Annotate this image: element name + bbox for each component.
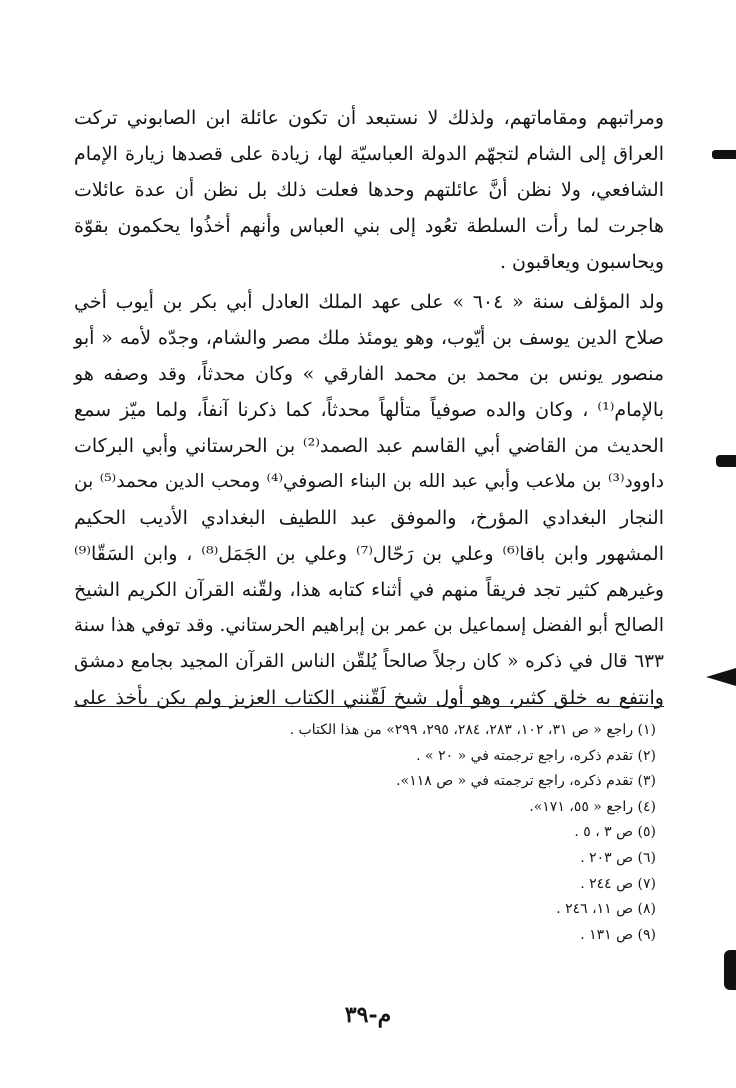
text-line: العراق إلى الشام لتجهّم الدولة العباسيّة لها، زيادة على قصدها زيارة الإمام bbox=[74, 143, 664, 165]
text-line: منصور يونس بن محمد بن محمد الفارقي » وكان محدثاً، وقد وصفه هو bbox=[74, 363, 664, 385]
scan-edge-mark bbox=[724, 950, 736, 990]
scan-edge-mark bbox=[716, 455, 736, 467]
footnote: (٨) ص ١١، ٢٤٦ . bbox=[556, 901, 656, 918]
scan-edge-mark bbox=[706, 668, 736, 686]
footnote: (٢) تقدم ذكره، راجع ترجمته في « ٢٠ » . bbox=[416, 747, 656, 764]
text-line: وانتفع به خلق كثير، وهو أول شيخ لَقّنني الكتاب العزيز ولم يكن يأخذ على bbox=[74, 687, 664, 709]
footnotes bbox=[74, 718, 656, 948]
text-line: الحديث من القاضي أبي القاسم عبد الصمد⁽²⁾ بن الحرستاني وأبي البركات bbox=[74, 435, 664, 457]
footnote: (٥) ص ٣ ، ٥ . bbox=[574, 824, 656, 841]
text-line: ومراتبهم ومقاماتهم، ولذلك لا نستبعد أن تكون عائلة ابن الصابوني تركت bbox=[74, 107, 664, 129]
text-line: داوود⁽³⁾ بن ملاعب وأبي عبد الله بن البناء الصوفي⁽⁴⁾ ومحب الدين محمد⁽⁵⁾ بن bbox=[74, 471, 664, 492]
footnote: (٣) تقدم ذكره، راجع ترجمته في « ص ١١٨». bbox=[396, 773, 656, 790]
footnote: (٩) ص ١٣١ . bbox=[580, 926, 656, 943]
page-number: م-٣٩ bbox=[344, 1002, 392, 1028]
text-line: هاجرت لما رأت السلطة تعُود إلى بني العباس وأنهم أخذُوا يحكمون بقوّة bbox=[74, 215, 664, 237]
footnote: (٤) راجع « ٥٥، ١٧١». bbox=[529, 798, 656, 815]
text-line: ولد المؤلف سنة « ٦٠٤ » على عهد الملك العادل أبي بكر بن أيوب أخي bbox=[74, 291, 664, 313]
text-line: المشهور وابن باقا⁽⁶⁾ وعلي بن رَحّال⁽⁷⁾ وعلي بن الجَمَل⁽⁸⁾ ، وابن السَقّا⁽⁹⁾ bbox=[74, 543, 664, 565]
text-line: الشافعي، ولا نظن أنَّ عائلتهم وحدها فعلت ذلك بل نظن أن عدة عائلات bbox=[74, 179, 664, 201]
text-line: بالإمام⁽¹⁾ ، وكان والده صوفياً متألهاً محدثاً، كما ذكرنا آنفاً، ولما ميّز سمع bbox=[74, 399, 664, 421]
text-line: وغيرهم كثير تجد فريقاً منهم في أثناء كتابه هذا، ولقّنه القرآن الكريم الشيخ bbox=[74, 579, 664, 601]
footnote-divider bbox=[74, 706, 664, 707]
footnote: (١) راجع « ص ٣١، ١٠٢، ٢٨٣، ٢٨٤، ٢٩٥، ٢٩٩» من هذا الكتاب . bbox=[289, 722, 656, 738]
text-line: الصالح أبو الفضل إسماعيل بن عمر بن إبراهيم الحرستاني. وقد توفي هذا سنة bbox=[73, 615, 664, 636]
text-line: ٦٣٣ قال في ذكره « كان رجلاً صالحاً يُلقّن الناس القرآن المجيد بجامع دمشق bbox=[74, 651, 664, 672]
paragraph-2 bbox=[74, 284, 664, 716]
footnote: (٧) ص ٢٤٤ . bbox=[580, 875, 656, 892]
scan-edge-mark bbox=[712, 150, 736, 159]
paragraph-1 bbox=[74, 100, 664, 280]
footnote: (٦) ص ٢٠٣ . bbox=[580, 849, 656, 866]
text-line: صلاح الدين يوسف بن أيّوب، وهو يومئذ ملك مصر والشام، وجدّه لأمه « أبو bbox=[74, 327, 664, 349]
text-line: ويحاسبون ويعاقبون . bbox=[499, 251, 664, 273]
text-line: النجار البغدادي المؤرخ، والموفق عبد اللطيف البغدادي الأديب الحكيم bbox=[74, 507, 664, 529]
